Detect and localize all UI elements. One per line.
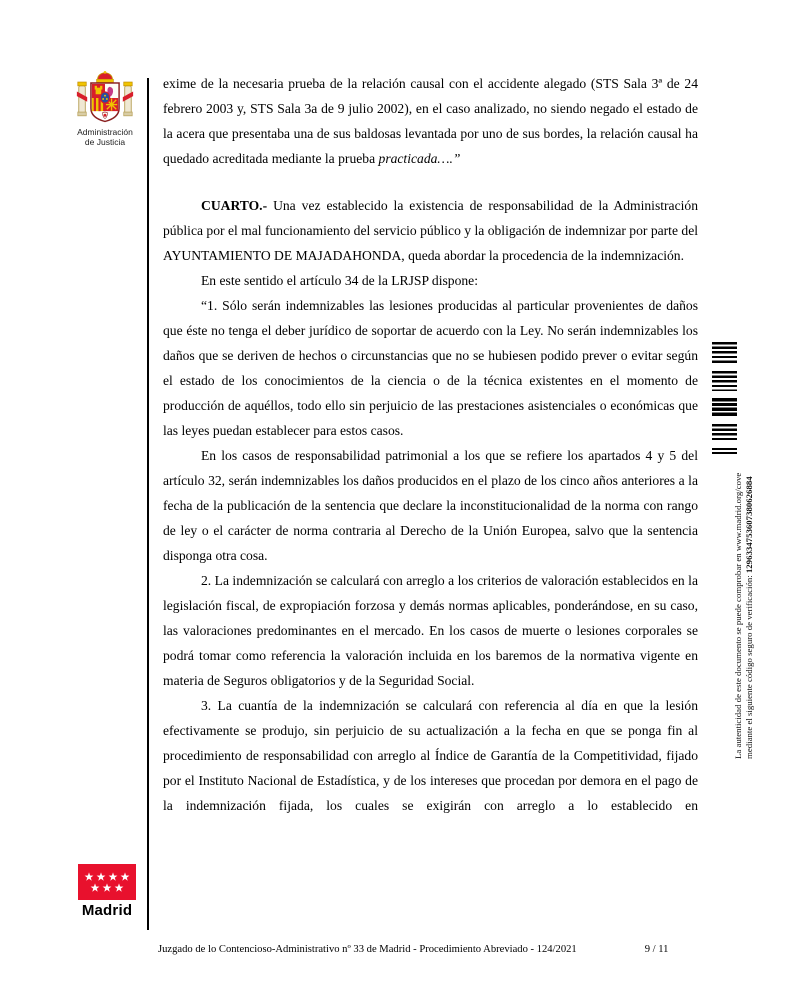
- footer-page-number: 9 / 11: [644, 944, 669, 955]
- verification-line2: [744, 441, 755, 759]
- barcode-bars: [712, 371, 737, 391]
- verification-notice: [733, 441, 755, 759]
- comunidad-de-madrid-logo: [72, 864, 142, 919]
- quoted-italic-text: practicada….”: [378, 151, 461, 166]
- paragraph-articulo34-1: “1. Sólo serán indemnizables las lesiones producidas al particular provenientes de daños que éste no tenga el deber jurídico de soportar de acuerdo con la Ley. No serán indemnizables los daños que se deriven de hechos o circunstancias que no se hubiesen podido prever o evitar según el estado de los conocimientos de la ciencia o de la técnica existentes en el momento de producción de aquéllos, todo ello sin perjuicio de las prestaciones asistenciales o económicas que las leyes puedan establecer para estos casos.: [163, 298, 698, 438]
- verification-line1: [733, 441, 744, 759]
- paragraph-text: Una vez establecido la existencia de responsabilidad de la Administración pública por el mal funcionamiento del servicio público y la obligación de indemnizar por parte del AYUNTAMIENTO DE MAJADAHONDA, queda abordar la procedencia de la indemnización.: [163, 198, 698, 263]
- madrid-wordmark: Madrid: [81, 902, 133, 919]
- verification-url: www.madrid.org/cove: [733, 472, 743, 552]
- paragraph-articulo34-3: 3. La cuantía de la indemnización se calculará con referencia al día en que la lesión efectivamente se produjo, sin perjuicio de su actualización a la fecha en que se ponga fin al procedimiento de responsabilidad con arreglo al Índice de Garantía de la Competitividad, fijado por el Instituto Nacional de Estadística, y de los intereses que procedan por demora en el pago de la indemnización fijada, los cuales se exigirán con arreglo a lo establecido en: [163, 698, 698, 813]
- barcode-bars: [712, 342, 737, 364]
- margin-separator-line: [147, 78, 149, 930]
- section-heading-cuarto: CUARTO.-: [201, 198, 268, 213]
- barcode-icon: [712, 342, 737, 446]
- justice-administration-logo: [62, 70, 148, 147]
- spain-coat-of-arms-icon: [62, 70, 148, 126]
- paragraph-articulo34-1b: En los casos de responsabilidad patrimonial a los que se refiere los apartados 4 y 5 del artículo 32, serán indemnizables los daños producidos en el plazo de los cinco años anteriores a la fecha de la publicación de la sentencia que declare la inconstitucionalidad de la norma con rango de ley o el carácter de norma contraria al Derecho de la Unión Europea, salvo que la sentencia disponga otra cosa.: [163, 448, 698, 563]
- madrid-flag-icon: [72, 864, 142, 900]
- judgment-body: [163, 71, 698, 818]
- verification-text: La autenticidad de este documento se puede comprobar en: [733, 551, 743, 759]
- page-footer: [158, 944, 698, 955]
- footer-court-line: Juzgado de lo Contencioso-Administrativo nº 33 de Madrid - Procedimiento Abreviado - 124/2021: [158, 944, 577, 955]
- paragraph-lrjsp-intro: En este sentido el artículo 34 de la LRJSP dispone:: [201, 273, 478, 288]
- barcode-bars: [712, 424, 737, 441]
- paragraph-cuarto: [163, 193, 698, 268]
- barcode-bars: [712, 398, 737, 417]
- verification-text: mediante el siguiente código seguro de verificación:: [744, 573, 754, 759]
- paragraph-conclusion-tercero: [163, 71, 698, 171]
- paragraph-text: exime de la necesaria prueba de la relación causal con el accidente alegado (STS Sala 3ª de 24 febrero 2003 y, STS Sala 3a de 9 julio 2002), en el caso analizado, no siendo negado el estado de la acera que presentaba una de sus baldosas levantada por uno de sus bordes, la relación causal ha quedado acreditada mediante la prueba: [163, 76, 698, 166]
- verification-code: 1296334753607380626884: [744, 476, 754, 574]
- justice-administration-label: Administración de Justicia: [77, 127, 133, 147]
- paragraph-articulo34-2: 2. La indemnización se calculará con arreglo a los criterios de valoración establecidos en la legislación fiscal, de expropiación forzosa y demás normas aplicables, ponderándose, en su caso, las valoraciones predominantes en el mercado. En los casos de muerte o lesiones corporales se podrá tomar como referencia la valoración incluida en los baremos de la normativa vigente en materia de Seguros obligatorios y de la Seguridad Social.: [163, 573, 698, 688]
